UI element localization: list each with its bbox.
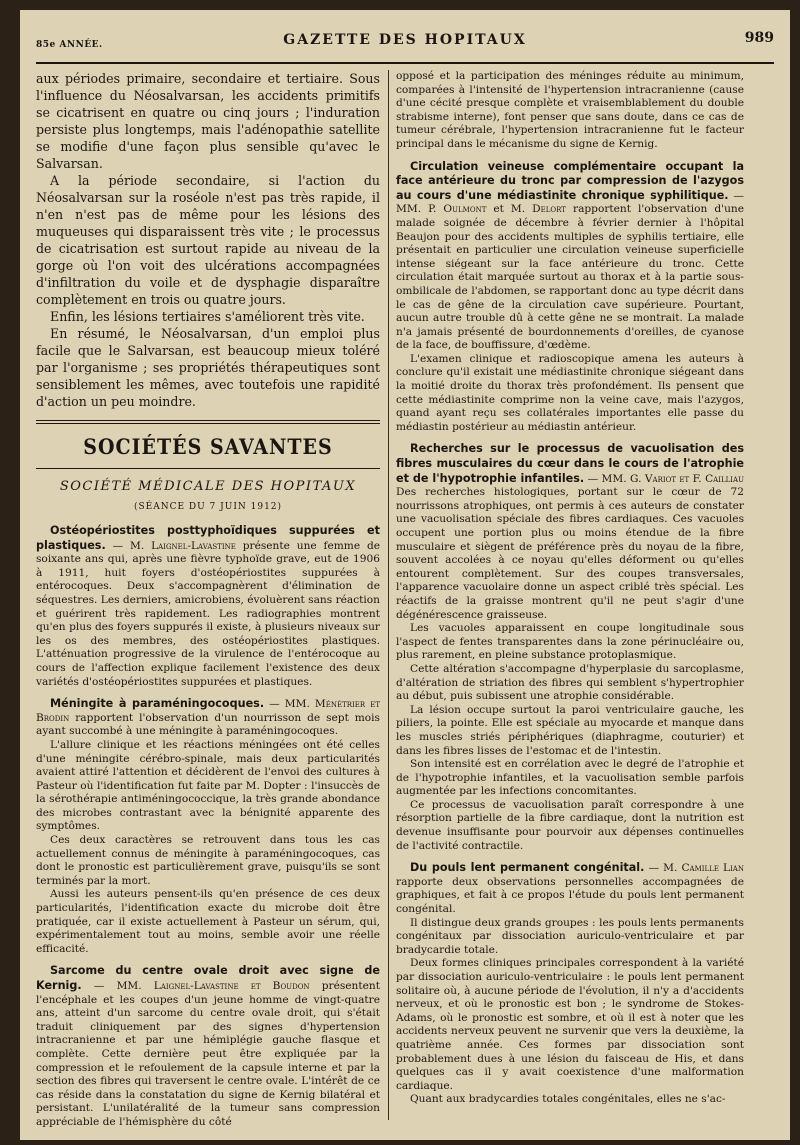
article-authors: P. Oulmont [428,203,487,216]
paragraph: Il distingue deux grands groupes : les pouls lents permanents congénitaux par dissociation auriculo-ventriculaire et par bradycardie totale. [396,916,744,956]
paragraph: Ces deux caractères se retrouvent dans tous les cas actuellement connus de méningite à paraméningocoques, cas dont le pronostic est particulièrement grave, puisqu'ils se sont terminés par la mort. [36,834,380,887]
article-authors: Delort [532,203,566,216]
article-title: Méningite à paraméningocoques. [50,697,265,711]
article-text: rapportent l'observation d'un nourrisson de sept mois ayant succombé à une méningite à paraméningocoques. [36,711,380,738]
right-column [396,70,744,1107]
article-text: rapportent l'observation d'une malade soignée de décembre à février dernier à l'hôpital Beaujon pour des accidents multiples de syphilis tertiaire, elle présentait en particulier une circulation veineuse superficielle intense siégeant sur la face antérieure du tronc. Cette circulation était marquée surtout au thorax et à la partie sous-ombilicale de l'abdomen, se rapportant donc au type décrit dans le cas de gêne de la circulation cave supérieure. Pourtant, aucun autre trouble dû à cette gêne ne se montrait. La malade n'a jamais présenté de bourdonnements d'oreilles, de cyanose de la face, de bouffissure, d'œdème. [396,203,744,352]
paragraph: La lésion occupe surtout la paroi ventriculaire gauche, les piliers, la pointe. Elle est spéciale au myocarde et manque dans les muscles striés périphériques (diaphragme, couturier) et dans les fibres lisses de l'estomac et de l'intestin. [396,703,744,757]
journal-title: GAZETTE DES HOPITAUX [283,32,527,48]
section-rule [36,420,380,424]
page-header [36,30,774,60]
paragraph: Deux formes cliniques principales correspondent à la variété par dissociation auriculo-ventriculaire : le pouls lent permanent solitaire où, à aucune période de l'évolution, il n'y a d'accidents nerveux, et où le pronostic est bon ; le syndrome de Stokes-Adams, où le pronostic est sombre, et où il est à noter que les accidents nerveux peuvent ne survenir que vers la deuxième, la quatrième année. Ces formes par dissociation sont probablement dues à une lésion du faisceau de His, et dans quelques cas il y avait coexistence d'une malformation cardiaque. [396,957,744,1092]
paragraph: En résumé, le Néosalvarsan, d'un emploi plus facile que le Salvarsan, est beaucoup mieux toléré par l'organisme ; ses propriétés thérapeutiques sont sensiblement les mêmes, avec toutefois une rapidité d'action un peu moindre. [36,326,380,409]
paragraph: Enfin, les lésions tertiaires s'améliorent très vite. [50,309,365,324]
section-title: SOCIÉTÉS SAVANTES [83,434,333,460]
article-title: Sarcome du centre ovale droit avec signe de Kernig. [36,964,380,992]
article-méningite: Méningite à paraméningocoques. — MM. Ménétrier et Brodin rapportent l'observation d'un nourrisson de sept mois ayant succombé à une méningite à paraméningocoques. [36,697,380,738]
article-circulation: Circulation veineuse complémentaire occupant la face antérieure du tronc par compression de l'azygos au cours d'une médiastinite chronique syphilitique. — MM. P. Oulmont et M. Delort rapportent l'observation d'une malade soignée de décembre à février dernier à l'hôpital Beaujon pour des accidents multiples de syphilis tertiaire, elle présentait en particulier une circulation veineuse superficielle intense siégeant sur la face antérieure du tronc. Cette circulation était marquée surtout au thorax et à la partie sous-ombilicale de l'abdomen, se rapportant donc au type décrit dans le cas de gêne de la circulation cave supérieure. Pourtant, aucun autre trouble dû à cette gêne ne se montrait. La malade n'a jamais présenté de bourdonnements d'oreilles, de cyanose de la face, de bouffissure, d'œdème. [396,159,744,352]
article-title: Recherches sur le processus de vacuolisation des fibres musculaires du cœur dans le cours de l'atrophie et de l'hypotrophie infantiles. [396,442,744,485]
paragraph: Les vacuoles apparaissent en coupe longitudinale sous l'aspect de fentes transparentes dans la zone périnucléaire ou, plus rarement, en pleine substance protoplasmique. [396,622,744,662]
session-date: (SÉANCE DU 7 JUIN 1912) [133,502,283,512]
article-text: présentent l'encéphale et les coupes d'un jeune homme de vingt-quatre ans, atteint d'un sarcome du centre ovale droit, qui s'était traduit cliniquement par des signes d'hypertension intracranienne et par une hémiplégie gauche flasque et complète. Cette dernière peut être expliquée par la compression et le refoulement de la capsule interne et par la section des fibres qui traversent le centre ovale. L'intérêt de ce cas réside dans la constatation du signe de Kernig bilatéral et persistant. L'unilatéralité de la tumeur sans compression appréciable de l'hémisphère du côté [36,980,380,1128]
article-pouls-lent: Du pouls lent permanent congénital. — M. Camille Lian rapporte deux observations personnelles accompagnées de graphiques, et fait à ce propos l'étude du pouls lent permanent congénital. [396,861,744,916]
paragraph: L'examen clinique et radioscopique amena les auteurs à conclure qu'il existait une médiastinite chronique siégeant dans la moitié droite du thorax très profondément. Ils pensent que cette médiastinite comprime non la veine cave, mais l'azygos, quand ayant reçu ses collatérales importantes elle passe du médiastin postérieur au médiastin antérieur. [396,352,744,433]
article-vacuolisation: Recherches sur le processus de vacuolisation des fibres musculaires du cœur dans le cours de l'atrophie et de l'hypotrophie infantiles. — MM. G. Variot et F. Cailliau Des recherches histologiques, portant sur le cœur de 72 nourrissons atrophiques, ont permis à ces auteurs de constater une vacuolisation spéciale des fibres cardiaques. Ces vacuoles occupent une portion plus ou moins étendue de la fibre musculaire et siègent de préférence près du noyau de la fibre, souvent accolées à ce noyau qu'elles déforment ou qu'elles entourent complètement. Sur des coupes transversales, l'apparence vacuolaire donne un aspect criblé très spécial. Les réactifs de la graisse montrent qu'il ne peut s'agir d'une dégénérescence graisseuse. [396,442,745,621]
article-text: présente une femme de soixante ans qui, après une fièvre typhoïde grave, eut de 1906 à 1911, huit foyers d'ostéopériostites suppurées à entérocoques. Deux s'accompagnèrent d'élimination de séquestres. Les derniers, amicrobiens, évoluèrent sans réaction et guérirent très rapidement. Les radiographies montrent qu'en plus des foyers suppurés il existe, à plusieurs niveaux sur les os des membres, des ostéopériostites plastiques. L'atténuation progressive de la virulence de l'entérocoque au cours de l'affection explique facilement l'existence des deux variétés d'ostéopériostites suppurées et plastiques. [36,539,380,688]
article-title: Circulation veineuse complémentaire occupant la face antérieure du tronc par compression de l'azygos au cours d'une médiastinite chronique syphilitique. [396,159,744,202]
paragraph: opposé et la participation des méninges réduite au minimum, comparées à l'intensité de l'hypertension intracranienne (cause d'une cécité presque complète et vraisemblablement du double strabisme interne), font penser que sans doute, dans ce cas de tumeur cérébrale, l'hypertension intracranienne fut le facteur principal dans le mécanisme du signe de Kernig. [396,70,744,150]
society-heading: SOCIÉTÉ MÉDICALE DES HOPITAUX [59,479,357,494]
column-divider [388,70,389,1120]
paragraph: Quant aux bradycardies totales congénitales, elles ne s'ac- [410,1093,726,1106]
article-authors: Laignel-Lavastine [151,539,236,552]
paragraph: Cette altération s'accompagne d'hyperplasie du sarcoplasme, d'altération de striation des fibres qui semblent s'hypertrophier au début, puis subissent une atrophie considérable. [396,662,744,703]
article-text: rapporte deux observations personnelles accompagnées de graphiques, et fait à ce propos l'étude du pouls lent permanent congénital. [396,875,744,916]
article-text: Des recherches histologiques, portant sur le cœur de 72 nourrissons atrophiques, ont permis à ces auteurs de constater une vacuolisation spéciale des fibres cardiaques. Ces vacuoles occupent une portion plus ou moins étendue de la fibre musculaire et siègent de préférence près du noyau de la fibre, souvent accolées à ce noyau qu'elles déforment ou qu'elles entourent complètement. Sur des coupes transversales, l'apparence vacuolaire donne un aspect criblé très spécial. Les réactifs de la graisse montrent qu'il ne peut s'agir d'une dégénérescence graisseuse. [396,486,744,621]
article-sarcome: Sarcome du centre ovale droit avec signe de Kernig. — MM. Laignel-Lavastine et Boudon présentent l'encéphale et les coupes d'un jeune homme de vingt-quatre ans, atteint d'un sarcome du centre ovale droit, qui s'était traduit cliniquement par des signes d'hypertension intracranienne et par une hémiplégie gauche flasque et complète. Cette dernière peut être expliquée par la compression et le refoulement de la capsule interne et par la section des fibres qui traversent le centre ovale. L'intérêt de ce cas réside dans la constatation du signe de Kernig bilatéral et persistant. L'unilatéralité de la tumeur sans compression appréciable de l'hémisphère du côté [36,964,380,1128]
section-rule-bottom [36,468,380,469]
article-title: Ostéopériostites posttyphoïdiques suppurées et plastiques. [36,524,380,552]
paragraph: L'allure clinique et les réactions méningées ont été celles d'une méningite cérébro-spinale, mais deux particularités avaient attiré l'attention et décidèrent de l'envoi des cultures à Pasteur où l'identification fut faite par M. Dopter : l'insuccès de la sérothérapie antiméningococcique, la très grande abondance des microbes contrastant avec la bénignité apparente des symptômes. [36,738,380,833]
article-connector: et M. [493,203,526,216]
newspaper-page [20,10,790,1140]
header-rule [36,62,774,64]
article-ostéopériostites: Ostéopériostites posttyphoïdiques suppurées et plastiques. — M. Laignel-Lavastine présente une femme de soixante ans qui, après une fièvre typhoïde grave, eut de 1906 à 1911, huit foyers d'ostéopériostites suppurées à entérocoques. Deux s'accompagnèrent d'élimination de séquestres. Les derniers, amicrobiens, évoluèrent sans réaction et guérirent très rapidement. Les radiographies montrent qu'en plus des foyers suppurés il existe, à plusieurs niveaux sur les os des membres, des ostéopériostites plastiques. L'atténuation progressive de la virulence de l'entérocoque au cours de l'affection explique facilement l'existence des deux variétés d'ostéopériostites suppurées et plastiques. [36,524,380,688]
paragraph: A la période secondaire, si l'action du Néosalvarsan sur la roséole n'est pas très rapide, il n'en n'est pas de même pour les lésions des muqueuses qui disparaissent très vite ; le processus de cicatrisation est surtout rapide au niveau de la gorge où l'on voit des ulcérations accompagnées d'infiltration du voile et de dysphagie disparaître complètement en trois ou quatre jours. [36,173,380,307]
article-authors: Camille Lian [681,862,744,875]
paragraph: Ce processus de vacuolisation paraît correspondre à une résorption partielle de la fibre cardiaque, dont la nutrition est devenue insuffisante pour pourvoir aux dépenses continuelles de l'activité contractile. [396,798,744,852]
paragraph: aux périodes primaire, secondaire et tertiaire. Sous l'influence du Néosalvarsan, les accidents primitifs se cicatrisent en quatre ou cinq jours ; l'induration persiste plus longtemps, mais l'adénopathie satellite se modifie d'une façon plus sensible qu'avec le Salvarsan. [36,71,380,171]
page-number: 989 [744,30,774,46]
article-authors: G. Variot et F. Cailliau [630,472,745,485]
paragraph: Aussi les auteurs pensent-ils qu'en présence de ces deux particularités, l'identification exacte du microbe doit être pratiquée, car il existe actuellement à Pasteur un sérum, qui, expérimentalement tout au moins, semble avoir une réelle efficacité. [36,888,380,955]
article-authors: Ménétrier et Brodin [36,698,380,724]
left-column [36,70,380,1130]
article-authors: Laignel-Lavastine et Boudon [153,980,310,992]
year-label: 85e ANNÉE. [36,40,103,50]
paragraph: Son intensité est en corrélation avec le degré de l'atrophie et de l'hypotrophie infantiles, et la vacuolisation semble parfois augmentée par les infections concomitantes. [396,758,744,798]
article-title: Du pouls lent permanent congénital. [410,861,645,875]
